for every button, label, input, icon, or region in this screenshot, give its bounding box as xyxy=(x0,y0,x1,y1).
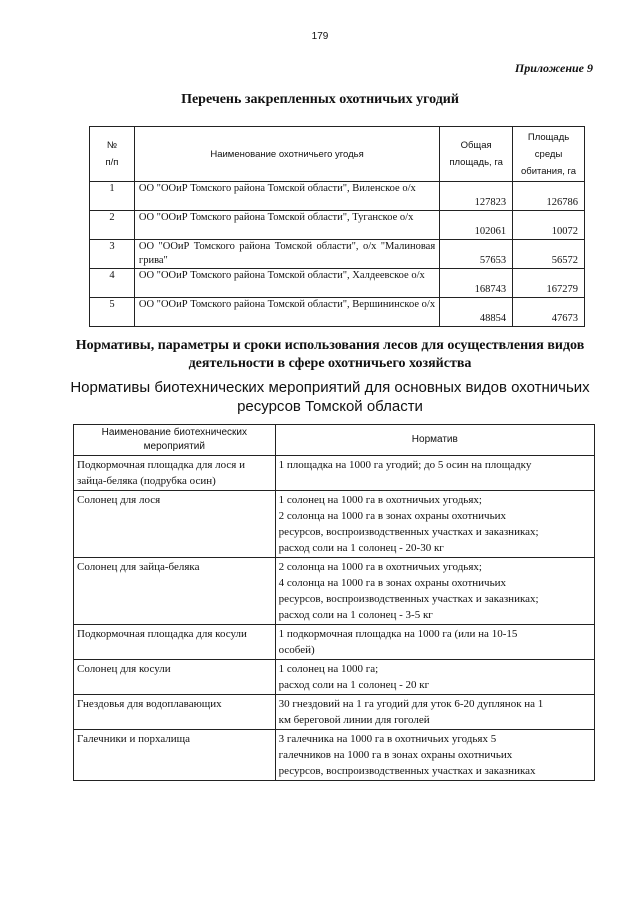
norm-line: 1 подкормочная площадка на 1000 га (или на 10-15 xyxy=(278,628,518,640)
cell-measure-name: Солонец для зайца-беляка xyxy=(74,558,276,625)
cell-total-area: 48854 xyxy=(440,298,513,327)
norm-line: 1 солонец на 1000 га в охотничьих угодьях; xyxy=(278,494,482,506)
table-row xyxy=(74,695,595,730)
norm-line: 4 солонца на 1000 га в зонах охраны охотничьих xyxy=(278,577,506,589)
cell-number: 1 xyxy=(90,182,135,211)
cell-number: 3 xyxy=(90,240,135,269)
norm-line: 2 солонца на 1000 га в охотничьих угодьях; xyxy=(278,561,482,573)
norm-line: 3 галечника на 1000 га в охотничьих угодьях 5 xyxy=(278,733,497,745)
cell-habitat-area: 47673 xyxy=(513,298,585,327)
cell-ground-name: ОО "ООиР Томского района Томской области", Туганское о/х xyxy=(134,211,439,240)
cell-norm xyxy=(275,456,594,491)
table-header-row xyxy=(90,127,585,182)
norm-line: ресурсов, воспроизводственных участках и заказниках; xyxy=(278,593,539,605)
cell-measure-name: Подкормочная площадка для лося и зайца-беляка (подрубка осин) xyxy=(74,456,276,491)
header-habitat-area: Площадь среды обитания, га xyxy=(513,127,585,182)
hunting-grounds-list-title: Перечень закрепленных охотничьих угодий xyxy=(181,92,459,107)
cell-habitat-area: 10072 xyxy=(513,211,585,240)
norm-line: расход соли на 1 солонец - 20-30 кг xyxy=(278,542,444,554)
cell-ground-name: ОО "ООиР Томского района Томской области", Виленское о/х xyxy=(134,182,439,211)
cell-norm xyxy=(275,558,594,625)
page-number: 179 xyxy=(311,31,329,42)
norm-line: 2 солонца на 1000 га в зонах охраны охотничьих xyxy=(278,510,506,522)
header-total-area: Общая площадь, га xyxy=(440,127,513,182)
norms-subheading: Нормативы биотехнических мероприятий для основных видов охотничьих ресурсов Томской области xyxy=(70,379,590,415)
header-number: № п/п xyxy=(90,127,135,182)
cell-measure-name: Гнездовья для водоплавающих xyxy=(74,695,276,730)
table-row xyxy=(74,625,595,660)
table-row xyxy=(90,269,585,298)
header-measure-name: Наименование биотехнических мероприятий xyxy=(74,425,276,456)
hunting-grounds-table xyxy=(89,126,585,327)
norm-line: км береговой линии для гоголей xyxy=(278,714,430,726)
appendix-label: Приложение 9 xyxy=(514,61,593,75)
norm-line: особей) xyxy=(278,644,315,656)
table-row xyxy=(74,660,595,695)
norm-line: ресурсов, воспроизводственных участках и заказниках xyxy=(278,765,536,777)
header-ground-name: Наименование охотничьего угодья xyxy=(134,127,439,182)
header-norm: Норматив xyxy=(275,425,594,456)
cell-measure-name: Солонец для косули xyxy=(74,660,276,695)
norm-line: 1 солонец на 1000 га; xyxy=(278,663,379,675)
cell-total-area: 57653 xyxy=(440,240,513,269)
table-row xyxy=(90,298,585,327)
table-row xyxy=(90,240,585,269)
cell-habitat-area: 167279 xyxy=(513,269,585,298)
norm-line: галечников на 1000 га в зонах охраны охотничьих xyxy=(278,749,513,761)
cell-habitat-area: 126786 xyxy=(513,182,585,211)
cell-measure-name: Подкормочная площадка для косули xyxy=(74,625,276,660)
cell-total-area: 127823 xyxy=(440,182,513,211)
cell-ground-name: ОО "ООиР Томского района Томской области", Халдеевское о/х xyxy=(134,269,439,298)
norm-line: 1 площадка на 1000 га угодий; до 5 осин на площадку xyxy=(278,459,532,471)
norm-line: ресурсов, воспроизводственных участках и заказниках; xyxy=(278,526,539,538)
cell-number: 5 xyxy=(90,298,135,327)
cell-ground-name: ОО "ООиР Томского района Томской области", о/х "Малиновая грива" xyxy=(134,240,439,269)
table-row xyxy=(74,456,595,491)
norms-heading: Нормативы, параметры и сроки использования лесов для осуществления видов деятельности в сфере охотничьего хозяйства xyxy=(75,338,585,371)
cell-total-area: 168743 xyxy=(440,269,513,298)
cell-norm xyxy=(275,491,594,558)
biotechnical-norms-table xyxy=(73,424,595,781)
norm-line: расход соли на 1 солонец - 3-5 кг xyxy=(278,609,433,621)
table-row xyxy=(74,730,595,781)
cell-norm xyxy=(275,695,594,730)
norm-line: 30 гнездовий на 1 га угодий для уток 6-20 дуплянок на 1 xyxy=(278,698,544,710)
cell-measure-name: Галечники и порхалища xyxy=(74,730,276,781)
cell-norm xyxy=(275,730,594,781)
cell-total-area: 102061 xyxy=(440,211,513,240)
norm-line: расход соли на 1 солонец - 20 кг xyxy=(278,679,430,691)
cell-norm xyxy=(275,625,594,660)
cell-norm xyxy=(275,660,594,695)
table-row xyxy=(74,558,595,625)
table-row xyxy=(90,182,585,211)
table-header-row xyxy=(74,425,595,456)
cell-number: 2 xyxy=(90,211,135,240)
table-row xyxy=(74,491,595,558)
cell-habitat-area: 56572 xyxy=(513,240,585,269)
table-row xyxy=(90,211,585,240)
cell-ground-name: ОО "ООиР Томского района Томской области", Вершининское о/х xyxy=(134,298,439,327)
cell-number: 4 xyxy=(90,269,135,298)
cell-measure-name: Солонец для лося xyxy=(74,491,276,558)
